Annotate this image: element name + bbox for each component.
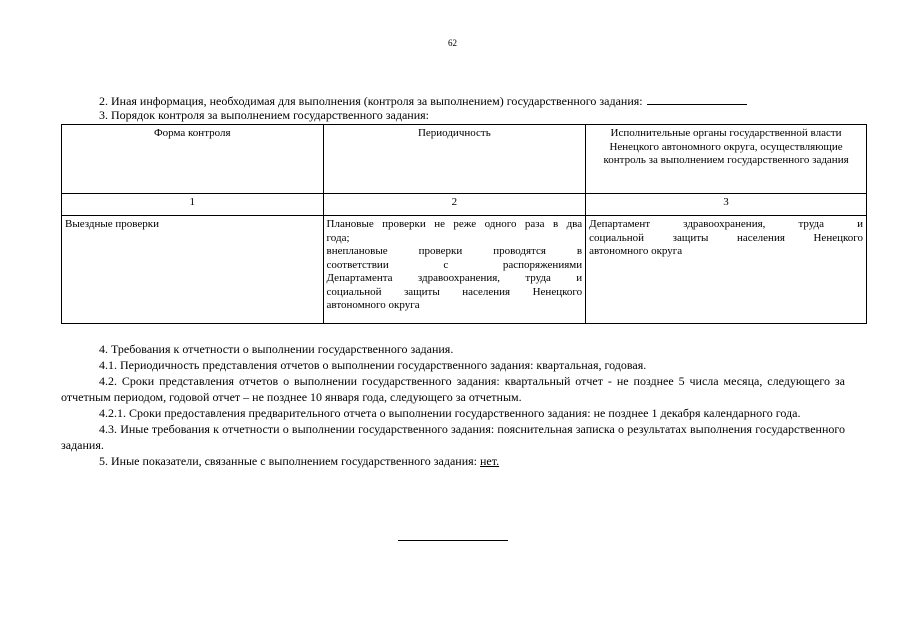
organ-line: социальной защиты населения Ненецкого	[589, 231, 863, 244]
table-header-row	[62, 125, 867, 194]
organ-line: Департамент здравоохранения, труда и	[589, 218, 863, 230]
blank-field	[647, 93, 747, 105]
header-organs: Исполнительные органы государственной власти Ненецкого автономного округа, осуществляющие контроль за выполнением государственного задания	[586, 125, 867, 194]
paragraph-4-2: 4.2. Сроки представления отчетов о выполнении государственного задания: квартальный отчет - не позднее 5 числа месяца, следующего за отчетным периодом, годовой отчет – не позднее 10 января года, следующего за отчетным.	[61, 374, 845, 404]
item-2-other-info: 2. Иная информация, необходимая для выполнения (контроля за выполнением) государственного задания:	[99, 93, 747, 108]
paragraph-4-2-1: 4.2.1. Сроки предоставления предварительного отчета о выполнении государственного задания: не позднее 1 декабря календарного года.	[99, 406, 801, 420]
periodicity-line: Плановые проверки не реже одного раза в два	[326, 218, 583, 230]
paragraph-5: 5. Иные показатели, связанные с выполнением государственного задания: нет.	[99, 454, 500, 468]
periodicity-line: Департамента здравоохранения, труда и	[326, 272, 583, 284]
cell-form: Выездные проверки	[62, 216, 324, 324]
control-table	[61, 124, 867, 324]
col-number-3: 3	[586, 194, 867, 216]
periodicity-line: автономного округа	[326, 299, 420, 311]
organ-line: автономного округа	[589, 245, 683, 257]
table-row	[62, 216, 867, 324]
col-number-2: 2	[323, 194, 586, 216]
periodicity-line: соответствии с распоряжениями	[326, 258, 583, 271]
section-4	[61, 341, 845, 469]
header-periodicity: Периодичность	[323, 125, 586, 194]
closing-rule	[398, 540, 508, 541]
cell-periodicity	[323, 216, 586, 324]
table-number-row	[62, 194, 867, 216]
header-form: Форма контроля	[62, 125, 324, 194]
paragraph-4-1: 4.1. Периодичность представления отчетов о выполнении государственного задания: квартальная, годовая.	[99, 358, 647, 372]
periodicity-line: социальной защиты населения Ненецкого	[326, 285, 583, 298]
col-number-1: 1	[62, 194, 324, 216]
paragraph-4-3: 4.3. Иные требования к отчетности о выполнении государственного задания: пояснительная записка о результатах выполнения государственного задания.	[61, 422, 845, 452]
periodicity-line: года;	[326, 231, 350, 244]
cell-organs	[586, 216, 867, 324]
section-4-title: 4. Требования к отчетности о выполнении государственного задания.	[99, 342, 454, 356]
paragraph-5-value: нет.	[480, 454, 500, 468]
periodicity-line: внеплановые проверки проводятся в	[326, 245, 583, 257]
page-number: 62	[448, 38, 457, 48]
item-3-control-order: 3. Порядок контроля за выполнением государственного задания:	[99, 108, 429, 122]
